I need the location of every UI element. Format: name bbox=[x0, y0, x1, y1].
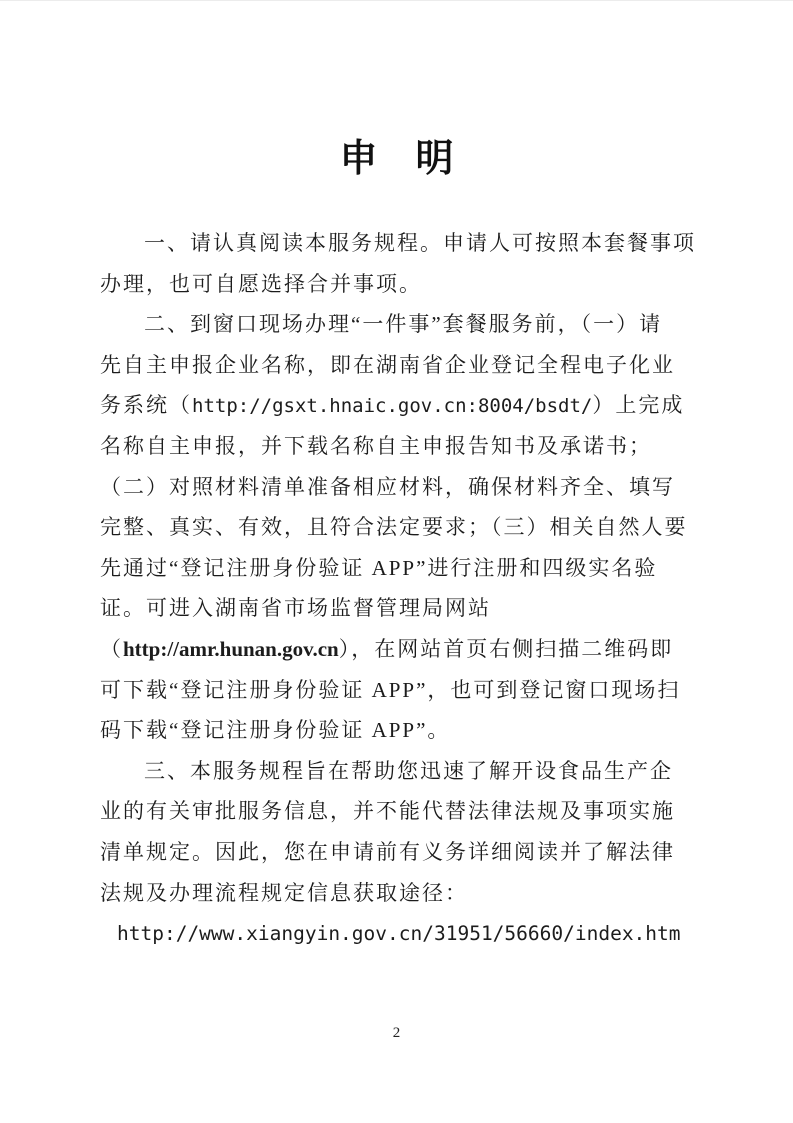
text-segment: （ bbox=[100, 636, 123, 661]
text-line bbox=[100, 426, 692, 467]
text-line bbox=[100, 629, 692, 670]
text-segment: 二、到窗口现场办理“一件事”套餐服务前，（一）请 bbox=[144, 312, 663, 337]
url-text: http://amr.hunan.gov.cn bbox=[123, 636, 339, 661]
text-segment: 法规及办理流程规定信息获取途径： bbox=[100, 880, 468, 905]
text-segment: 可下载“登记注册身份验证 APP”，也可到登记窗口现场扫 bbox=[100, 677, 681, 702]
text-segment: 证。可进入湖南省市场监督管理局网站 bbox=[100, 596, 491, 621]
text-segment: 完整、真实、有效，且符合法定要求；（三）相关自然人要 bbox=[100, 515, 688, 540]
text-line bbox=[100, 670, 692, 711]
url-text: http://www.xiangyin.gov.cn/31951/56660/index.htm bbox=[117, 922, 681, 946]
text-line bbox=[100, 873, 692, 914]
text-line bbox=[100, 913, 692, 954]
text-segment: 码下载“登记注册身份验证 APP”。 bbox=[100, 718, 451, 743]
page-number: 2 bbox=[392, 1025, 401, 1041]
text-segment: 一、请认真阅读本服务规程。申请人可按照本套餐事项 bbox=[144, 231, 696, 255]
text-line bbox=[100, 345, 692, 386]
document-title: 申 明 bbox=[339, 138, 454, 180]
text-line bbox=[100, 385, 692, 426]
text-line bbox=[100, 751, 692, 792]
text-segment: 先通过“登记注册身份验证 APP”进行注册和四级实名验 bbox=[100, 555, 658, 580]
text-line bbox=[100, 223, 696, 264]
text-line bbox=[100, 710, 692, 751]
text-line bbox=[100, 304, 692, 345]
text-line bbox=[100, 588, 692, 629]
text-segment: （二）对照材料清单准备相应材料，确保材料齐全、填写 bbox=[100, 474, 675, 499]
url-text: http://gsxt.hnaic.gov.cn:8004/bsdt/ bbox=[192, 395, 593, 418]
text-segment: 三、本服务规程旨在帮助您迅速了解开设食品生产企 bbox=[144, 758, 673, 783]
text-segment: 名称自主申报，并下载名称自主申报告知书及承诺书； bbox=[100, 433, 652, 458]
text-line bbox=[100, 791, 692, 832]
text-line bbox=[100, 548, 692, 589]
text-line bbox=[100, 264, 692, 305]
text-segment: 先自主申报企业名称，即在湖南省企业登记全程电子化业 bbox=[100, 352, 675, 377]
text-segment: 办理，也可自愿选择合并事项。 bbox=[100, 271, 422, 296]
text-segment: 务系统（ bbox=[100, 393, 192, 418]
text-segment: ），在网站首页右侧扫描二维码即 bbox=[338, 636, 674, 661]
text-line bbox=[100, 507, 692, 548]
text-line bbox=[100, 832, 692, 873]
text-line bbox=[100, 467, 692, 508]
text-segment: ）上完成 bbox=[592, 393, 685, 418]
text-segment: 业的有关审批服务信息，并不能代替法律法规及事项实施 bbox=[100, 799, 675, 824]
document-body bbox=[100, 223, 696, 954]
text-segment: 清单规定。因此，您在申请前有义务详细阅读并了解法律 bbox=[100, 839, 675, 864]
